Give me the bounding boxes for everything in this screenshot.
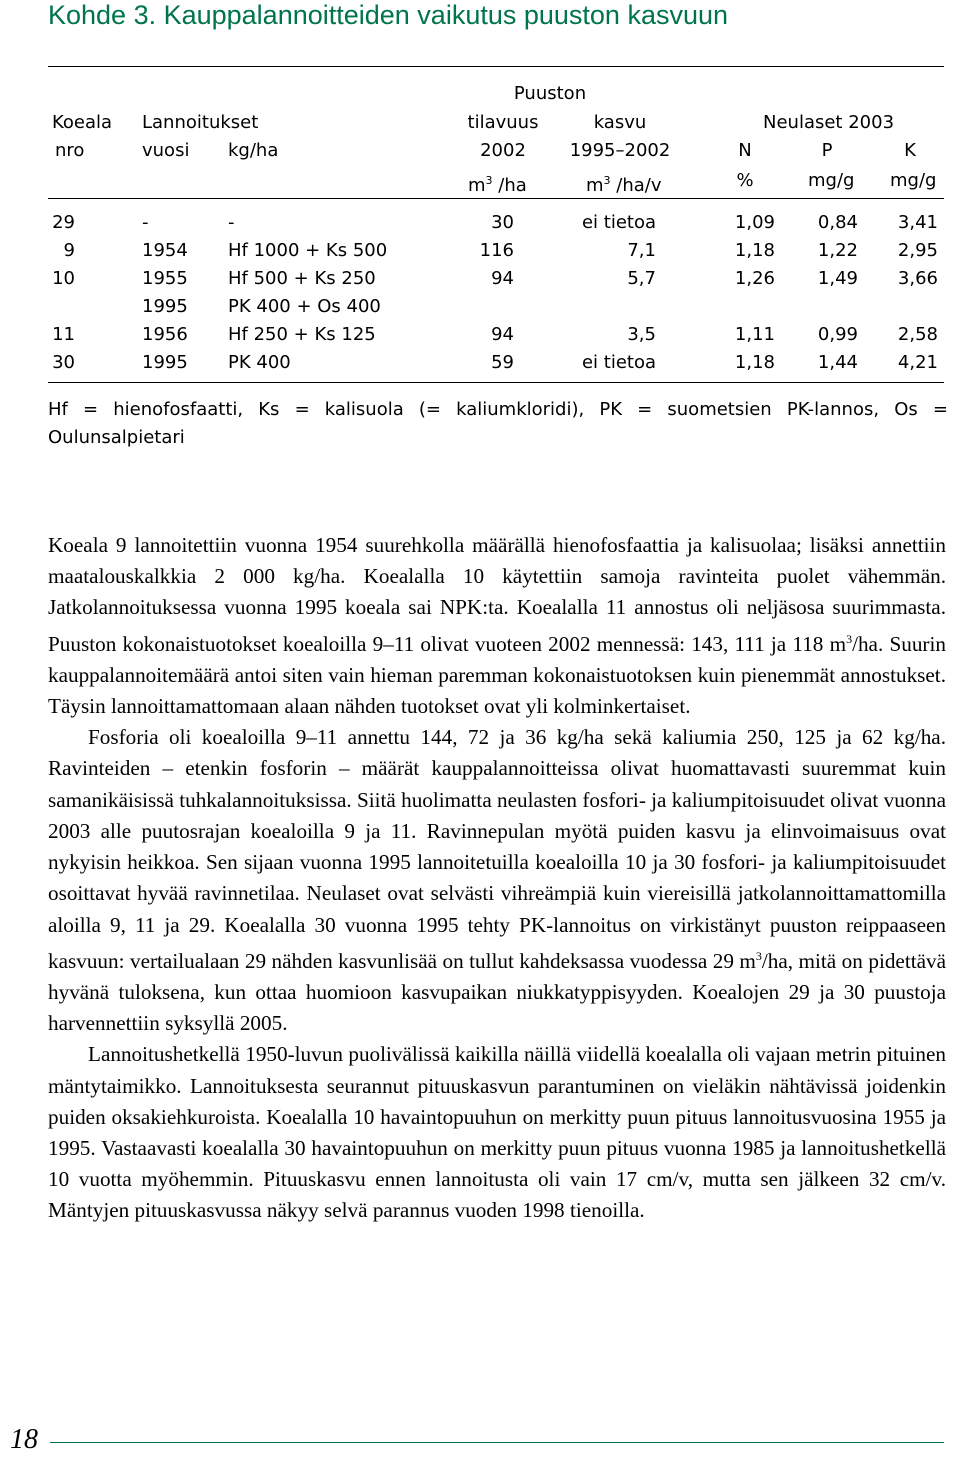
- header-kasvu: kasvu: [593, 112, 647, 133]
- header-koeala: Koeala: [52, 112, 113, 133]
- table-bottom-rule: [48, 382, 944, 383]
- header-tilavuus: tilavuus: [467, 112, 539, 133]
- table-footnote: Hf = hienofosfaatti, Ks = kalisuola (= kaliumkloridi), PK = suometsien PK-lannos, Os = Oulunsalpietari: [48, 399, 948, 448]
- paragraph: Lannoitushetkellä 1950-luvun puolivälissä kaikilla näillä viidellä koealalla oli vajaan metrin pituinen mäntytaimikko. Lannoituksesta seurannut pituuskasvun parantuminen on vieläkin nähtävissä joidenkin puiden oksakiehkuroista. Koealalla 10 havaintopuuhun on merkitty puun pituus lannoitusvuosina 1955 ja 1995. Vastaavasti koealalla 30 havaintopuuhun on merkitty puun pituus vuonna 1985 ja lannoitushetkellä 10 vuotta myöhemmin. Pituuskasvu ennen lannoitusta oli vain 17 cm/v, mutta sen jälkeen 32 cm/v. Mäntyjen pituuskasvussa näkyy selvä parannus vuoden 1998 tienoilla.: [48, 1042, 946, 1223]
- header-puuston: Puuston: [513, 83, 587, 104]
- table-cell: 3,41: [897, 212, 938, 233]
- table-cell: 10: [52, 268, 75, 289]
- paragraph: Fosforia oli koealoilla 9–11 annettu 144, 72 ja 36 kg/ha sekä kaliumia 250, 125 ja 62 kg/ha. Ravinteiden – etenkin fosforin – määrät kauppalannoitteissa olivat huomattavasti suuremmat kuin samanikäisissä tuhkalannoituksissa. Siitä huolimatta neulasten fosfori- ja kaliumpitoisuudet olivat vuonna 2003 alle puutosrajan koealoilla 9 ja 11. Ravinnepulan myötä puiden kasvu ja elinvoimaisuus ovat nykyisin heikkoa. Sen sijaan vuonna 1995 lannoitetuilla koealoilla 10 ja 30 fosfori- ja kaliumpitoisuudet osoittavat hyvää ravinnetilaa. Neulaset ovat selvästi vihreämpiä kuin viereisillä jatkolannoittamattomilla aloilla 9, 11 ja 29. Koealalla 30 vuonna 1995 tehty PK-lannoitus on virkistänyt puuston reippaaseen kasvuun: vertailualaan 29 nähden kasvunlisää on tullut kahdeksassa vuodessa 29 $m^3/ha$, mitä on pidettävä hyvänä tuloksena, kun ottaa huomioon kasvupaikan niukkatyppisyyden. Koealojen 29 ja 30 puustoja harvennettiin syksyllä 2005.: [48, 725, 946, 1036]
- page-number: 18: [10, 1424, 38, 1455]
- paragraph: Koeala 9 lannoitettiin vuonna 1954 suurehkolla määrällä hienofosfaattia ja kalisuolaa; lisäksi annettiin maatalouskalkkia 2 000 kg/ha. Koealalla 10 käytettiin samoja ravinteita puolet vähemmän. Jatkolannoituksessa vuonna 1995 koeala sai NPK:ta. Koealalla 11 annostus oli neljäsosa suurimmasta. Puuston kokonaistuotokset koealoilla 9–11 olivat vuoteen 2002 mennessä: 143, 111 ja 118 $m^3/ha$. Suurin kauppalannoitemäärä antoi siten vain hieman paremman kokonaistuotoksen kuin pienemmät annostukset. Täysin lannoittamattomaan alaan nähden tuotokset ovat yli kolminkertaiset.: [48, 533, 946, 719]
- table-cell: 3,5: [627, 324, 656, 345]
- table-cell: Hf 1000 + Ks 500: [228, 240, 388, 261]
- table-cell: PK 400: [228, 352, 291, 373]
- header-p-unit: mg/g: [808, 170, 855, 191]
- table-cell: 1956: [142, 324, 188, 345]
- table-cell: 94: [491, 268, 514, 289]
- table-cell: 0,84: [817, 212, 858, 233]
- table-cell: 1954: [142, 240, 188, 261]
- header-kasvu-unit: $m^3$ /ha/v: [586, 174, 662, 196]
- body-text: [48, 530, 946, 1227]
- header-n-unit: %: [736, 170, 754, 191]
- table-cell: 2,95: [897, 240, 938, 261]
- table-cell: PK 400 + Os 400: [228, 296, 381, 317]
- header-vuosi: vuosi: [142, 140, 190, 161]
- table-cell: 1,44: [817, 352, 858, 373]
- table-cell: Hf 500 + Ks 250: [228, 268, 376, 289]
- table-cell: 1955: [142, 268, 188, 289]
- header-nro: nro: [55, 140, 85, 161]
- table-header-rule: [48, 198, 944, 199]
- header-lannoitukset: Lannoitukset: [142, 112, 259, 133]
- table-cell: 29: [52, 212, 75, 233]
- header-tilavuus-year: 2002: [480, 140, 526, 161]
- page-title: Kohde 3. Kauppalannoitteiden vaikutus puuston kasvuun: [48, 0, 729, 30]
- table-cell: ei tietoa: [581, 212, 656, 233]
- table-cell: ei tietoa: [581, 352, 656, 373]
- table-top-rule: [48, 66, 944, 67]
- table-cell: 3,66: [897, 268, 938, 289]
- table-cell: 2,58: [897, 324, 938, 345]
- table-cell: 1,49: [817, 268, 858, 289]
- table-cell: 59: [491, 352, 514, 373]
- table-cell: 1995: [142, 296, 188, 317]
- header-k-unit: mg/g: [890, 170, 937, 191]
- table-cell: 11: [52, 324, 75, 345]
- table-cell: 94: [491, 324, 514, 345]
- table-cell: 1,22: [817, 240, 858, 261]
- table-cell: 1,26: [734, 268, 775, 289]
- table-cell: 30: [52, 352, 75, 373]
- table-cell: 7,1: [627, 240, 656, 261]
- table-cell: 1,09: [734, 212, 775, 233]
- header-p: P: [821, 140, 833, 161]
- header-k: K: [904, 140, 916, 161]
- table-cell: -: [142, 212, 149, 233]
- table-cell: 1,18: [734, 240, 775, 261]
- header-kasvu-years: 1995–2002: [569, 140, 671, 161]
- table-cell: 0,99: [817, 324, 858, 345]
- table-cell: 30: [491, 212, 514, 233]
- table-cell: 9: [63, 240, 75, 261]
- table-cell: -: [228, 212, 235, 233]
- header-neulaset: Neulaset 2003: [763, 112, 895, 133]
- table-cell: 1,11: [734, 324, 775, 345]
- header-kgha: kg/ha: [228, 140, 279, 161]
- table-cell: 1,18: [734, 352, 775, 373]
- table-cell: Hf 250 + Ks 125: [228, 324, 376, 345]
- table-cell: 4,21: [897, 352, 938, 373]
- table-cell: 116: [479, 240, 514, 261]
- footer-rule: [50, 1442, 944, 1443]
- table-cell: 5,7: [627, 268, 656, 289]
- table-cell: 1995: [142, 352, 188, 373]
- header-n: N: [738, 140, 752, 161]
- header-tilavuus-unit: $m^3$ /ha: [468, 174, 527, 196]
